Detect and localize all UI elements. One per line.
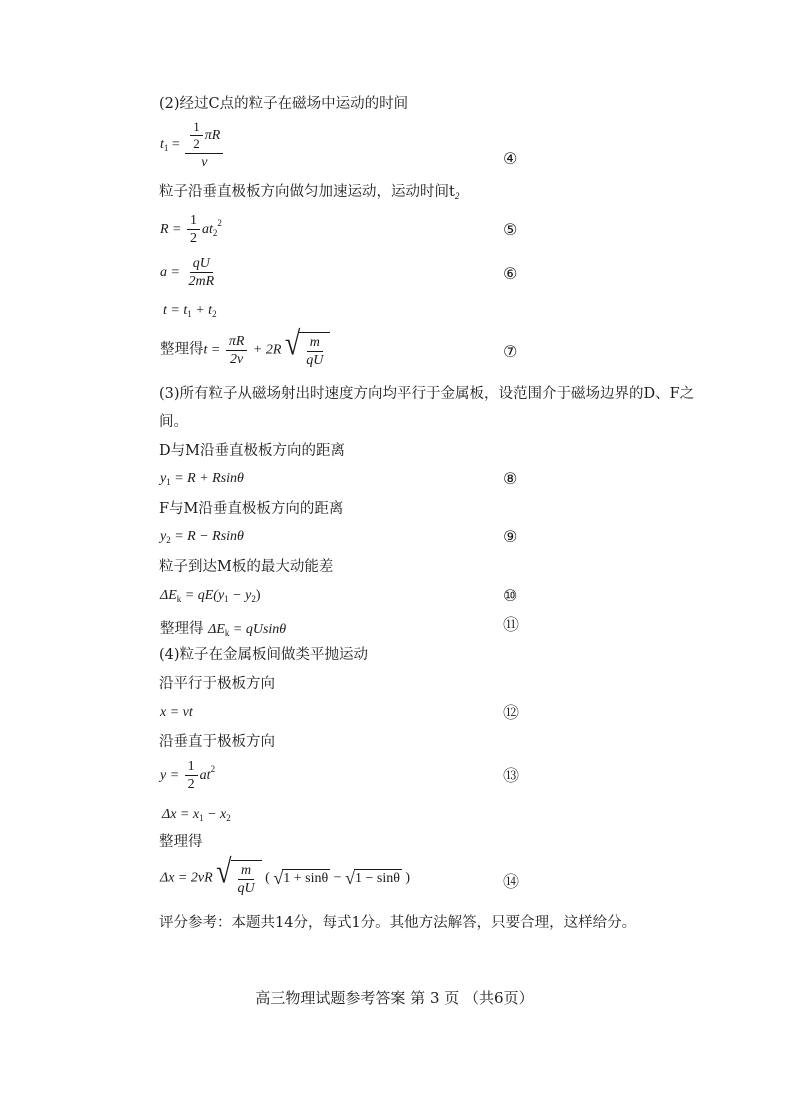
eq13-lhs: y = bbox=[160, 768, 183, 784]
equation-dx bbox=[162, 807, 231, 823]
eq14-lhs: Δx = 2vR bbox=[160, 870, 213, 886]
eq10-a: ΔE bbox=[160, 588, 177, 603]
eqt-b: + t bbox=[191, 303, 213, 318]
marker-12: ⑫ bbox=[503, 703, 520, 722]
eq6-den: 2mR bbox=[188, 274, 215, 290]
eq14-open: ( bbox=[261, 870, 274, 886]
equation-13 bbox=[160, 759, 215, 793]
marker-10: ⑩ bbox=[503, 586, 518, 605]
eq5-rest: at bbox=[202, 222, 213, 238]
eq4-inner-num: 1 bbox=[190, 120, 203, 136]
eq9-lhs: y bbox=[160, 529, 167, 544]
marker-13: ⑬ bbox=[503, 766, 520, 785]
eq11-a: ΔE bbox=[208, 622, 225, 637]
eq10-d: ) bbox=[255, 588, 261, 603]
marker-11: ⑪ bbox=[503, 615, 520, 634]
part2-heading: (2)经过C点的粒子在磁场中运动的时间 bbox=[159, 96, 409, 112]
part2-line2-text: 粒子沿垂直极板方向做匀加速运动，运动时间t bbox=[159, 184, 455, 200]
eq4-inner-den: 2 bbox=[193, 136, 200, 152]
eq9-sub: 2 bbox=[166, 535, 171, 545]
part3-f-line: F与M沿垂直极板方向的距离 bbox=[159, 501, 344, 517]
marker-5: ⑤ bbox=[503, 220, 518, 239]
eq7-sqrt bbox=[284, 325, 331, 369]
part3-max-line: 粒子到达M板的最大动能差 bbox=[159, 559, 334, 575]
part2-line2-sub: 2 bbox=[454, 191, 460, 201]
page-footer: 高三物理试题参考答案 第 3 页 （共6页） bbox=[255, 989, 534, 1007]
eq4-lhs-sub: 1 bbox=[163, 143, 169, 154]
eqt-sub-b: 2 bbox=[212, 309, 217, 319]
eq14-s2: 1 − sinθ bbox=[354, 871, 400, 887]
eq6-fraction bbox=[185, 256, 217, 290]
eq7-prefix: 整理得 bbox=[160, 341, 204, 358]
sqrt-sign-icon: √ bbox=[273, 868, 284, 889]
eq13-den: 2 bbox=[187, 777, 195, 793]
eq13-fraction bbox=[185, 759, 198, 793]
marker-9: ⑨ bbox=[503, 527, 518, 546]
eq7-sqrt-num: m bbox=[307, 335, 323, 352]
eq10-b: = qE(y bbox=[181, 588, 225, 603]
eq14-sqrt-2 bbox=[345, 869, 402, 887]
eq7-den: 2v bbox=[230, 351, 244, 367]
eq8-lhs: y bbox=[160, 471, 167, 486]
eqdx-sub-a: 1 bbox=[199, 813, 204, 823]
eq8-sub: 1 bbox=[166, 477, 171, 487]
eq6-lhs: a = bbox=[160, 265, 184, 281]
marker-6: ⑥ bbox=[503, 264, 518, 283]
eq4-lhs: t bbox=[160, 137, 164, 153]
part2-line2 bbox=[159, 185, 459, 201]
eqt-sub-a: 1 bbox=[187, 309, 192, 319]
eq14-sqrt-den: qU bbox=[237, 881, 255, 897]
eq14-close: ) bbox=[401, 870, 411, 886]
eq11-prefix: 整理得 bbox=[160, 621, 209, 637]
equation-4 bbox=[160, 120, 225, 170]
part3-line1: (3)所有粒子从磁场射出时速度方向均平行于金属板，设范围介于磁场边界的D、F之 bbox=[159, 386, 695, 402]
equation-t-sum bbox=[163, 303, 217, 319]
eq10-c: − y bbox=[228, 588, 252, 603]
part4-parallel: 沿平行于极板方向 bbox=[159, 676, 275, 692]
equation-6 bbox=[160, 256, 219, 290]
eq5-sub: 2 bbox=[212, 228, 218, 239]
part4-line1: (4)粒子在金属板间做类平抛运动 bbox=[159, 647, 369, 663]
eq4-inner-fraction bbox=[190, 120, 203, 152]
eq13-num: 1 bbox=[185, 759, 198, 776]
eq4-num-rest: πR bbox=[204, 128, 221, 144]
eq14-sqrt bbox=[216, 853, 262, 897]
eq8-rhs: = R + Rsinθ bbox=[170, 471, 244, 486]
marker-14: ⑭ bbox=[503, 872, 520, 891]
eq7-num: πR bbox=[226, 334, 248, 351]
eq14-s1: 1 + sinθ bbox=[283, 871, 329, 887]
sqrt-sign-icon: √ bbox=[345, 868, 355, 889]
part4-perp: 沿垂直于极板方向 bbox=[159, 734, 275, 750]
equation-5 bbox=[160, 213, 222, 247]
eq14-sqrt-num: m bbox=[238, 863, 254, 880]
eq10-b-sub: 1 bbox=[224, 594, 229, 604]
eq7-lhs: t = bbox=[203, 342, 224, 358]
part4-simplify: 整理得 bbox=[159, 834, 203, 850]
scoring-note: 评分参考：本题共14分，每式1分。其他方法解答，只要合理，这样给分。 bbox=[159, 915, 637, 931]
eq13-rest: at bbox=[199, 768, 211, 784]
eq14-minus: − bbox=[330, 870, 346, 886]
eq7-fraction bbox=[226, 334, 248, 368]
marker-8: ⑧ bbox=[503, 469, 518, 488]
eq4-equals: = bbox=[168, 137, 184, 153]
eqt-a: t = t bbox=[163, 303, 188, 318]
eq11-b: = qUsinθ bbox=[229, 622, 287, 637]
eq5-fraction bbox=[187, 213, 200, 247]
part3-d-line: D与M沿垂直极板方向的距离 bbox=[159, 443, 345, 459]
eq5-lhs: R = bbox=[160, 222, 185, 238]
eq7-mid: + 2R bbox=[249, 342, 282, 358]
equation-12 bbox=[160, 705, 193, 721]
equation-10 bbox=[160, 588, 261, 604]
eq10-a-sub: k bbox=[176, 594, 182, 604]
equation-14 bbox=[160, 853, 411, 897]
eq5-num: 1 bbox=[187, 213, 200, 230]
eq10-c-sub: 2 bbox=[251, 594, 256, 604]
equation-11 bbox=[160, 617, 286, 638]
sqrt-sign-icon: √ bbox=[216, 853, 232, 892]
eq14-sqrt-1 bbox=[273, 869, 330, 887]
equation-7 bbox=[160, 325, 330, 369]
eqdx-a: Δx = x bbox=[162, 807, 200, 822]
eq6-num: qU bbox=[190, 256, 213, 273]
equation-8 bbox=[160, 471, 244, 487]
sqrt-sign-icon: √ bbox=[284, 325, 301, 364]
eqdx-b: − x bbox=[203, 807, 227, 822]
marker-7: ⑦ bbox=[503, 342, 518, 361]
eq9-rhs: = R − Rsinθ bbox=[170, 529, 244, 544]
eqdx-sub-b: 2 bbox=[226, 813, 231, 823]
equation-9 bbox=[160, 529, 244, 545]
eq5-sup: 2 bbox=[217, 218, 222, 229]
marker-4: ④ bbox=[503, 149, 518, 168]
eq11-a-sub: k bbox=[224, 628, 230, 638]
eq7-sqrt-den: qU bbox=[306, 353, 324, 369]
eq13-sup: 2 bbox=[210, 764, 216, 775]
part3-line2: 间。 bbox=[159, 414, 188, 430]
eq12-text: x = vt bbox=[160, 705, 193, 720]
eq4-den: v bbox=[201, 154, 208, 170]
eq4-fraction bbox=[185, 120, 223, 170]
eq5-den: 2 bbox=[190, 231, 197, 247]
